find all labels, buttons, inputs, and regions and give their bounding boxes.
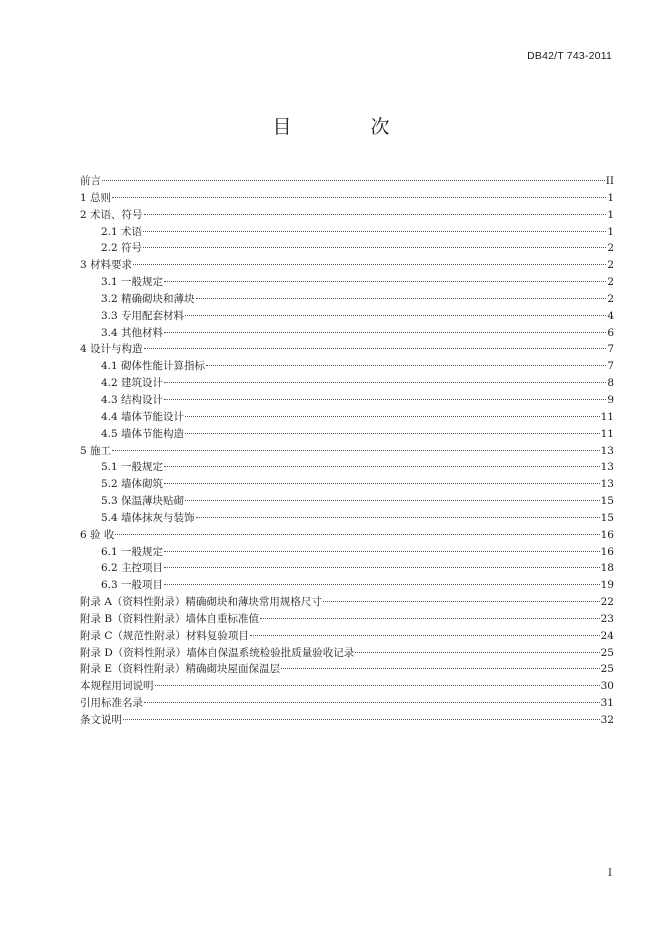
dot-leader [164, 399, 606, 400]
toc-entry-page: 1 [607, 225, 614, 238]
toc-entry-label: 附录 D（资料性附录）墙体自保温系统检验批质量验收记录 [80, 646, 355, 659]
toc-entry[interactable] [80, 493, 614, 510]
toc-entry-page: 4 [607, 309, 614, 322]
document-id: DB42/T 743-2011 [527, 50, 612, 62]
dot-leader [164, 483, 600, 484]
toc-entry[interactable] [80, 577, 614, 594]
toc-entry-page: 13 [600, 444, 614, 457]
toc-entry-page: 6 [607, 326, 614, 339]
toc-entry-page: 7 [607, 343, 614, 356]
toc-entry-label: 4 设计与构造 [80, 343, 143, 356]
toc-entry-page: 30 [600, 680, 614, 693]
table-of-contents [80, 173, 614, 729]
toc-entry-page: 9 [607, 393, 614, 406]
toc-entry-label: 5.4 墙体抹灰与装饰 [101, 511, 195, 524]
toc-entry-label: 条文说明 [80, 714, 122, 726]
toc-entry[interactable] [80, 695, 614, 712]
toc-entry[interactable] [80, 544, 614, 561]
toc-entry-label: 6.3 一般项目 [101, 579, 164, 592]
toc-entry[interactable] [80, 358, 614, 375]
toc-entry-label: 5.1 一般规定 [101, 461, 164, 474]
dot-leader [144, 702, 600, 703]
toc-entry[interactable] [80, 291, 614, 308]
dot-leader [102, 180, 605, 181]
dot-leader [196, 298, 607, 299]
toc-entry[interactable] [80, 594, 614, 611]
dot-leader [123, 719, 600, 720]
toc-entry-label: 2.1 术语 [101, 225, 143, 238]
page-number: I [608, 868, 612, 879]
toc-entry-label: 前言 [80, 175, 101, 187]
toc-entry-page: 16 [600, 545, 614, 558]
toc-entry-page: 11 [600, 427, 614, 440]
dot-leader [185, 416, 600, 417]
toc-entry-label: 5.2 墙体砌筑 [101, 478, 164, 491]
toc-entry-page: 2 [607, 259, 614, 272]
toc-entry-label: 引用标准名录 [80, 697, 143, 710]
toc-entry-page: 7 [607, 360, 614, 373]
toc-entry-page: 23 [600, 612, 614, 625]
toc-entry-page: 15 [600, 495, 614, 508]
toc-entry-label: 本规程用词说明 [80, 680, 154, 693]
toc-entry-label: 4.1 砌体性能计算指标 [101, 360, 206, 373]
dot-leader [185, 315, 606, 316]
toc-entry-label: 2.2 符号 [101, 242, 143, 255]
toc-entry-label: 附录 E（资料性附录）精确砌块屋面保温层 [80, 663, 281, 676]
toc-entry-page: 24 [600, 629, 614, 642]
toc-entry-page: 2 [607, 276, 614, 289]
toc-entry-page: II [605, 175, 614, 187]
dot-leader [164, 382, 606, 383]
toc-entry[interactable] [80, 409, 614, 426]
dot-leader [143, 231, 606, 232]
toc-entry-page: 11 [600, 410, 614, 423]
dot-leader [112, 450, 600, 451]
toc-entry[interactable] [80, 190, 614, 207]
toc-entry[interactable] [80, 325, 614, 342]
toc-entry-page: 8 [607, 377, 614, 390]
toc-entry[interactable] [80, 426, 614, 443]
dot-leader [196, 517, 600, 518]
toc-entry[interactable] [80, 628, 614, 645]
toc-entry[interactable] [80, 560, 614, 577]
dot-leader [260, 618, 600, 619]
toc-entry-page: 1 [607, 191, 614, 204]
toc-entry[interactable] [80, 392, 614, 409]
toc-entry-label: 5.3 保温薄块贴砌 [101, 495, 185, 508]
toc-entry-label: 4.5 墙体节能构造 [101, 427, 185, 440]
toc-entry[interactable] [80, 611, 614, 628]
dot-leader [144, 348, 607, 349]
toc-entry-page: 19 [600, 579, 614, 592]
toc-entry-label: 6.2 主控项目 [101, 562, 164, 575]
dot-leader [112, 197, 606, 198]
dot-leader [144, 214, 607, 215]
dot-leader [355, 652, 599, 653]
dot-leader [164, 281, 606, 282]
dot-leader [250, 635, 600, 636]
toc-entry[interactable] [80, 459, 614, 476]
dot-leader [206, 365, 606, 366]
dot-leader [115, 534, 599, 535]
dot-leader [164, 567, 600, 568]
toc-entry[interactable] [80, 661, 614, 678]
toc-entry-page: 2 [607, 292, 614, 305]
toc-title: 目 次 [272, 116, 420, 138]
toc-entry[interactable] [80, 443, 614, 460]
toc-entry-page: 16 [600, 528, 614, 541]
toc-entry[interactable] [80, 476, 614, 493]
toc-entry-page: 25 [600, 646, 614, 659]
toc-entry-page: 22 [600, 596, 614, 609]
dot-leader [155, 685, 600, 686]
toc-entry[interactable] [80, 308, 614, 325]
dot-leader [185, 433, 600, 434]
toc-entry-label: 4.2 建筑设计 [101, 377, 164, 390]
toc-entry-label: 2 术语、符号 [80, 208, 143, 221]
toc-entry-page: 13 [600, 478, 614, 491]
toc-entry[interactable] [80, 173, 614, 190]
toc-entry[interactable] [80, 341, 614, 358]
dot-leader [143, 247, 606, 248]
dot-leader [164, 584, 600, 585]
toc-entry[interactable] [80, 527, 614, 544]
dot-leader [133, 264, 606, 265]
toc-entry-label: 1 总则 [80, 191, 112, 204]
toc-entry[interactable] [80, 240, 614, 257]
dot-leader [164, 332, 606, 333]
dot-leader [164, 466, 600, 467]
toc-entry[interactable] [80, 645, 614, 662]
dot-leader [164, 551, 600, 552]
toc-entry[interactable] [80, 257, 614, 274]
toc-entry-page: 1 [607, 208, 614, 221]
toc-entry[interactable] [80, 375, 614, 392]
toc-entry-page: 13 [600, 461, 614, 474]
toc-entry-page: 15 [600, 511, 614, 524]
toc-entry[interactable] [80, 274, 614, 291]
toc-entry-label: 3.1 一般规定 [101, 276, 164, 289]
toc-entry[interactable] [80, 510, 614, 527]
toc-entry-label: 3.4 其他材料 [101, 326, 164, 339]
toc-entry-label: 3.2 精确砌块和薄块 [101, 292, 195, 305]
toc-entry-page: 2 [607, 242, 614, 255]
toc-entry-label: 6.1 一般规定 [101, 545, 164, 558]
dot-leader [323, 601, 600, 602]
toc-entry-label: 4.3 结构设计 [101, 393, 164, 406]
toc-entry-label: 5 施工 [80, 444, 112, 457]
toc-entry-label: 附录 C（规范性附录）材料复验项目 [80, 629, 249, 642]
dot-leader [185, 500, 600, 501]
toc-entry-label: 6 验 收 [80, 528, 115, 541]
toc-entry[interactable] [80, 678, 614, 695]
toc-entry-page: 32 [600, 714, 614, 726]
toc-entry-label: 3.3 专用配套材料 [101, 309, 185, 322]
dot-leader [281, 668, 600, 669]
toc-entry-page: 31 [600, 697, 614, 710]
toc-entry-page: 18 [600, 562, 614, 575]
toc-entry[interactable] [80, 224, 614, 241]
toc-entry-label: 4.4 墙体节能设计 [101, 410, 185, 423]
toc-entry-page: 25 [600, 663, 614, 676]
toc-entry-label: 3 材料要求 [80, 259, 133, 272]
toc-entry-label: 附录 A（资料性附录）精确砌块和薄块常用规格尺寸 [80, 596, 322, 609]
toc-entry[interactable] [80, 207, 614, 224]
toc-entry-label: 附录 B（资料性附录）墙体自重标准值 [80, 612, 260, 625]
toc-entry[interactable] [80, 712, 614, 729]
